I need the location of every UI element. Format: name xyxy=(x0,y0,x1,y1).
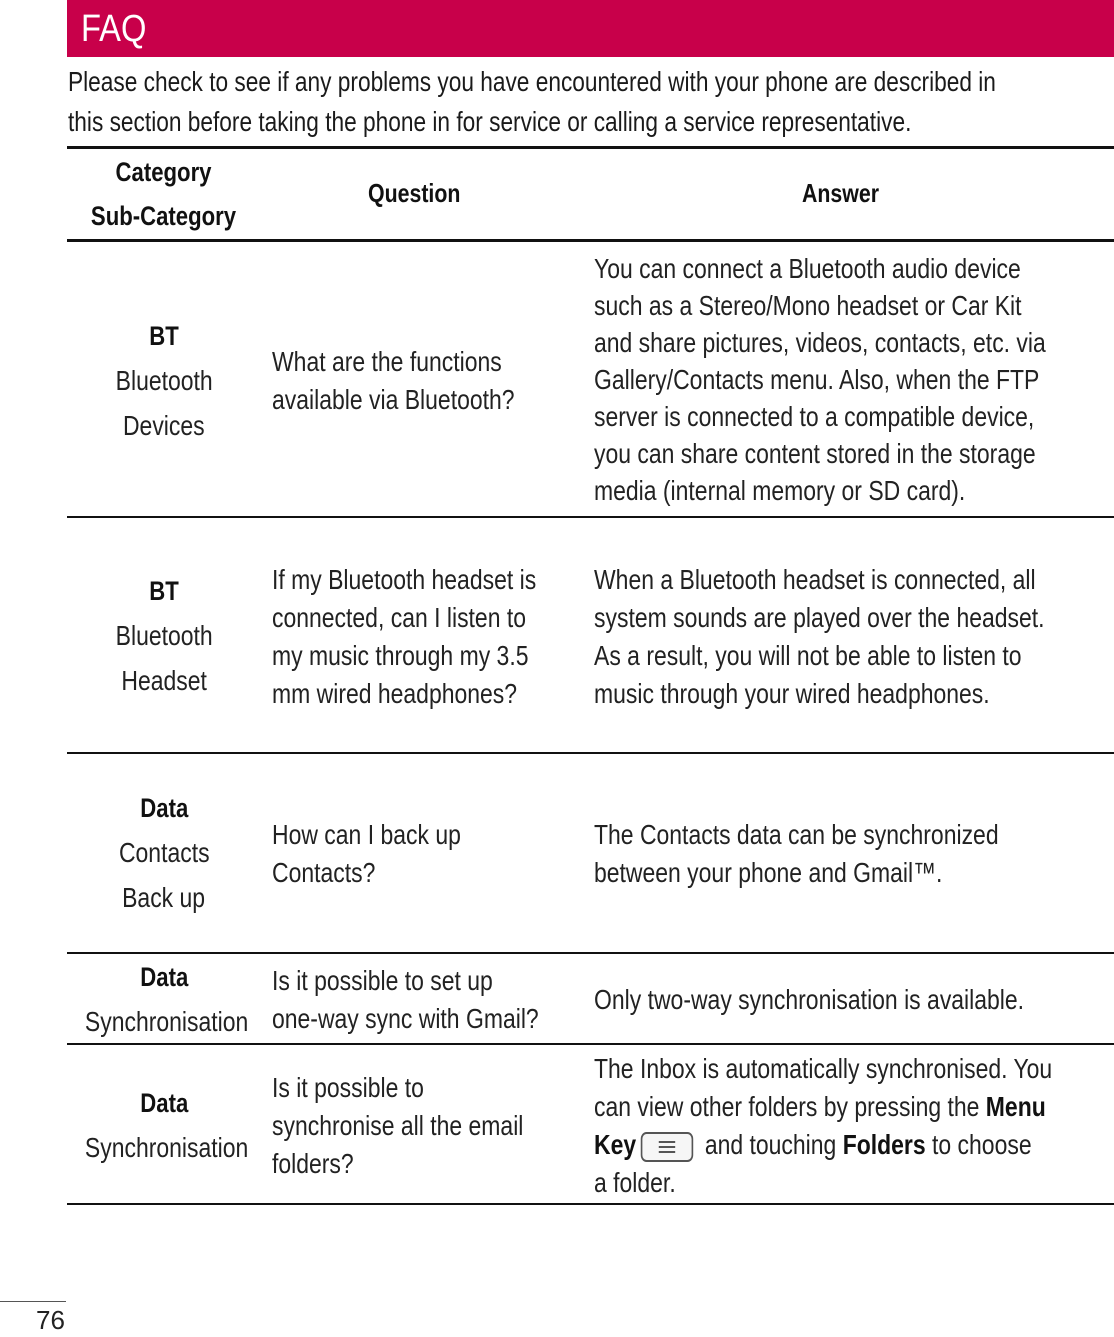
menu-key-icon xyxy=(641,1132,693,1162)
sub-category-label: Contacts xyxy=(118,837,210,868)
header-answer: Answer xyxy=(802,178,880,208)
answer-line: and share pictures, videos, contacts, etc. via xyxy=(594,327,1046,358)
header-category: Category xyxy=(116,157,212,187)
category-label: Data xyxy=(140,962,188,992)
intro-line-1: Please check to see if any problems you have encountered with your phone are described in xyxy=(68,66,996,97)
category-cell xyxy=(67,314,261,448)
answer-line: You can connect a Bluetooth audio device xyxy=(594,253,1021,284)
menu-label: Menu xyxy=(985,1091,1046,1122)
sub-category-label: Bluetooth xyxy=(115,620,213,651)
answer-line: music through your wired headphones. xyxy=(594,678,990,709)
answer-line: a folder. xyxy=(594,1167,676,1198)
header-sub-category: Sub-Category xyxy=(91,201,237,231)
answer-line: The Contacts data can be synchronized xyxy=(594,819,999,850)
question-line: Is it possible to set up xyxy=(272,965,493,996)
answer-line: Only two-way synchronisation is available. xyxy=(594,984,1025,1015)
question-line: one-way sync with Gmail? xyxy=(272,1003,539,1034)
answer-line xyxy=(594,1126,1032,1164)
question-line: If my Bluetooth headset is xyxy=(272,564,537,595)
row-divider xyxy=(67,516,1114,518)
header-bottom-rule xyxy=(67,239,1114,242)
sub-category-label: Headset xyxy=(121,665,207,696)
answer-line: As a result, you will not be able to listen to xyxy=(594,640,1022,671)
category-cell xyxy=(67,1081,261,1170)
question-line: mm wired headphones? xyxy=(272,678,518,709)
sub-category-label: Synchronisation xyxy=(84,1132,249,1163)
sub-category-label: Synchronisation xyxy=(84,1006,249,1037)
answer-line: you can share content stored in the storage xyxy=(594,438,1036,469)
intro-paragraph xyxy=(68,62,1105,142)
category-label: Data xyxy=(140,793,188,823)
answer-line: Gallery/Contacts menu. Also, when the FTP xyxy=(594,364,1040,395)
answer-line: When a Bluetooth headset is connected, all xyxy=(594,564,1036,595)
question-line: Is it possible to xyxy=(272,1072,424,1103)
answer-line: server is connected to a compatible device, xyxy=(594,401,1035,432)
question-line: Contacts? xyxy=(272,857,376,888)
question-line: synchronise all the email xyxy=(272,1110,524,1141)
row-divider xyxy=(67,752,1114,754)
answer-line xyxy=(594,1088,1046,1126)
answer-line: The Inbox is automatically synchronised. You xyxy=(594,1053,1053,1084)
category-cell xyxy=(67,569,261,703)
answer-text: to choose xyxy=(925,1129,1032,1160)
page-number-rule xyxy=(0,1301,66,1302)
faq-banner xyxy=(67,0,1114,57)
question-line: How can I back up xyxy=(272,819,461,850)
category-label: BT xyxy=(149,576,179,606)
table-bottom-rule xyxy=(67,1203,1114,1205)
folders-label: Folders xyxy=(842,1129,926,1160)
answer-line: system sounds are played over the headset. xyxy=(594,602,1045,633)
page-title: FAQ xyxy=(81,8,147,50)
answer-text: and touching xyxy=(698,1129,843,1160)
sub-category-label: Back up xyxy=(122,882,206,913)
category-label: Data xyxy=(140,1088,188,1118)
page-number: 76 xyxy=(36,1305,65,1335)
answer-line: media (internal memory or SD card). xyxy=(594,475,966,506)
table-top-rule xyxy=(67,146,1114,149)
header-category-cell xyxy=(67,150,261,238)
question-line: connected, can I listen to xyxy=(272,602,526,633)
key-label: Key xyxy=(594,1129,637,1160)
row-divider xyxy=(67,952,1114,954)
category-cell xyxy=(67,786,261,920)
header-question: Question xyxy=(368,178,461,208)
sub-category-label: Bluetooth xyxy=(115,365,213,396)
question-line: my music through my 3.5 xyxy=(272,640,529,671)
question-line: available via Bluetooth? xyxy=(272,384,515,415)
sub-category-label: Devices xyxy=(123,410,205,441)
question-line: folders? xyxy=(272,1148,354,1179)
category-cell xyxy=(67,955,261,1044)
answer-line: such as a Stereo/Mono headset or Car Kit xyxy=(594,290,1022,321)
intro-line-2: this section before taking the phone in for service or calling a service representative. xyxy=(68,106,912,137)
answer-line: between your phone and Gmail™. xyxy=(594,857,943,888)
answer-text: can view other folders by pressing the xyxy=(594,1091,986,1122)
category-label: BT xyxy=(149,321,179,351)
question-line: What are the functions xyxy=(272,346,502,377)
